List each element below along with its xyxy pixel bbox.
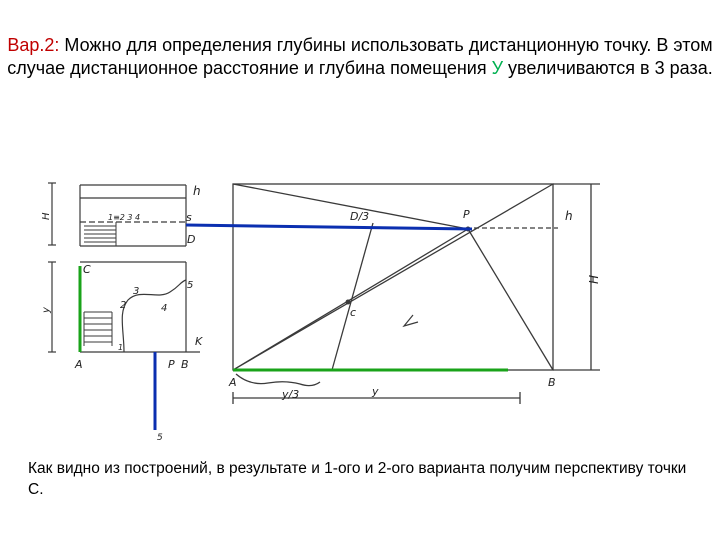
label-P-plan: P [168,358,175,371]
label-y-small: y [41,307,52,313]
plan-stairs [84,312,112,346]
plan-stair-curve [122,280,186,352]
label-4: 4 [161,303,168,314]
label-1: 1 [118,343,124,352]
label-A: A [229,376,237,389]
label-y: y [372,385,379,398]
label-P: P [463,208,470,221]
variant-label: Вар.2: [7,35,60,55]
y3-bracket [236,374,320,386]
label-H-big: H [587,274,601,284]
label-5: 5 [187,280,194,291]
section-stairs [84,222,116,246]
label-A-plan: A [75,358,83,371]
label-K: K [195,335,203,348]
heading-text-start: Можно для определения глубины использовать дистанционную точку. В этом случае дистанционное расстояние и глубина помещения [7,35,713,78]
heading-highlight: У [491,58,504,78]
label-c: c [350,306,357,319]
label-h-small: h [193,184,201,198]
label-points-1234: 1≡2 3 4 [108,213,141,222]
label-y3: y/3 [282,388,300,401]
label-s-top: s [186,211,192,224]
label-h-big: h [565,209,573,223]
label-D3: D/3 [350,210,370,223]
label-H-small: H [41,212,52,220]
label-D-top: D [187,233,196,246]
heading-text-end: увеличиваются в 3 раза. [503,58,713,78]
label-2: 2 [120,300,127,311]
direction-arrow [404,315,418,326]
point-c-marker [346,300,351,305]
label-B: B [548,376,556,389]
label-5-bottom: 5 [157,433,163,443]
conclusion-text: Как видно из построений, в результате и 1-ого и 2-ого варианта получим перспективу точки С. [28,460,687,498]
label-C-plan: C [83,263,91,276]
blue-height-line [186,225,472,229]
label-B-plan: B [181,358,189,371]
drawing-labels [41,184,601,443]
label-3: 3 [133,286,140,297]
